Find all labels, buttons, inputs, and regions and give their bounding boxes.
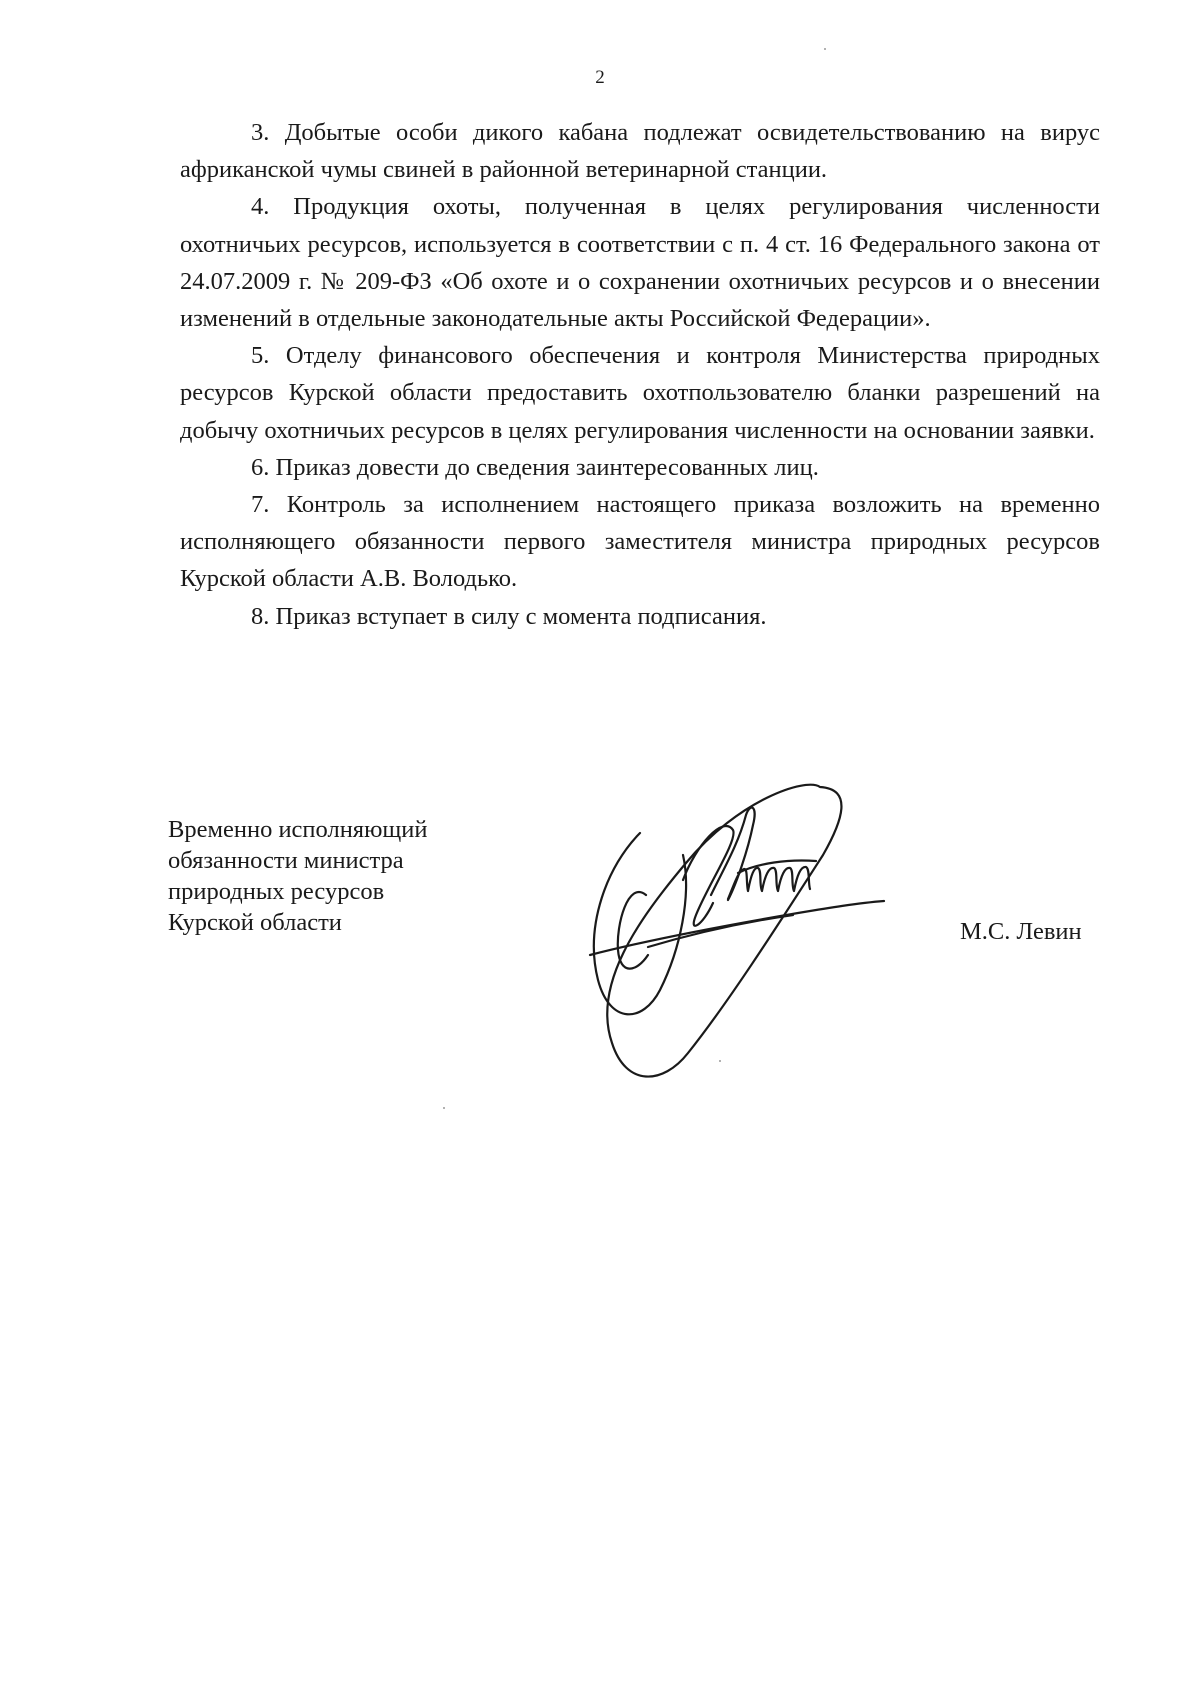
- signatory-title-line: обязанности министра: [168, 847, 404, 874]
- signatory-title: [168, 814, 427, 938]
- signatory-name: М.С. Левин: [960, 918, 1082, 945]
- scan-speck: [824, 48, 826, 50]
- paragraph-4: 4. Продукция охоты, полученная в целях регулирования численности охотничьих ресурсов, используется в соответствии с п. 4 ст. 16 Федерального закона от 24.07.2009 г. № 209-ФЗ «Об охоте и о сохранении охотничьих ресурсов и о внесении изменений в отдельные законодательные акты Российской Федерации».: [180, 193, 1100, 333]
- paragraph-8: 8. Приказ вступает в силу с момента подписания.: [251, 602, 767, 630]
- signatory-title-line: природных ресурсов: [168, 878, 385, 905]
- paragraph-3: 3. Добытые особи дикого кабана подлежат освидетельствованию на вирус африканской чумы свиней в районной ветеринарной станции.: [180, 119, 1100, 184]
- order-body: [180, 114, 1100, 635]
- paragraph-6: 6. Приказ довести до сведения заинтересованных лиц.: [251, 453, 819, 481]
- signatory-title-line: Курской области: [168, 909, 342, 936]
- signatory-title-line: Временно исполняющий: [168, 816, 428, 843]
- page-number: 2: [595, 67, 605, 88]
- handwritten-signature: [588, 775, 918, 1095]
- scan-speck: [719, 1060, 721, 1062]
- paragraph-5: 5. Отделу финансового обеспечения и контроля Министерства природных ресурсов Курской области предоставить охотпользователю бланки разрешений на добычу охотничьих ресурсов в целях регулирования численности на основании заявки.: [180, 342, 1100, 444]
- paragraph-7: 7. Контроль за исполнением настоящего приказа возложить на временно исполняющего обязанности первого заместителя министра природных ресурсов Курской области А.В. Володько.: [180, 491, 1100, 593]
- scan-speck: [443, 1107, 445, 1109]
